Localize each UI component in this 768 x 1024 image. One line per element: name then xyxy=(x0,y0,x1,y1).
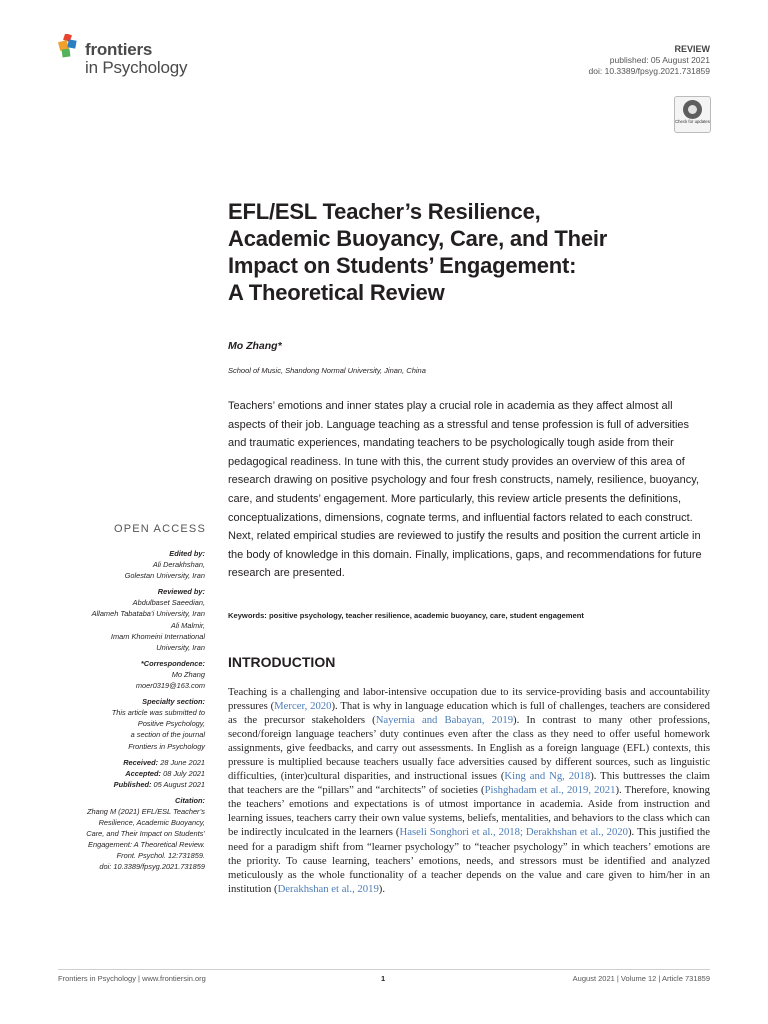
editor-line: Ali Derakhshan, xyxy=(152,560,205,570)
section-heading: INTRODUCTION xyxy=(228,654,336,670)
correspondence-label: *Correspondence: xyxy=(140,658,205,668)
citation-link[interactable]: King and Ng, 2018 xyxy=(504,770,591,783)
correspondence-name: Mo Zhang xyxy=(171,669,205,679)
article-title xyxy=(228,198,728,306)
correspondence-email[interactable]: moer0319@163.com xyxy=(135,681,205,691)
update-icon xyxy=(683,100,702,119)
specialty-line: This article was submitted to xyxy=(111,708,205,718)
paragraph-text: ). xyxy=(378,882,386,895)
accepted-value: 08 July 2021 xyxy=(163,768,205,778)
article-meta-header xyxy=(589,44,710,77)
edited-by-label: Edited by: xyxy=(169,549,205,558)
editor-line: Golestan University, Iran xyxy=(124,571,205,581)
citation-link[interactable]: Derakhshan et al., 2019 xyxy=(277,882,379,895)
reviewer-line: University, Iran xyxy=(156,642,205,652)
published-date-sidebar xyxy=(45,779,205,790)
frontiers-logo-icon xyxy=(58,34,84,60)
citation-line: Front. Psychol. 12:731859. xyxy=(116,851,205,861)
citation-link[interactable]: Haseli Songhori et al., 2018; Derakhshan et al., 2020 xyxy=(399,826,628,839)
article-info-sidebar xyxy=(45,548,205,878)
published-label: Published: xyxy=(113,779,152,789)
specialty-section xyxy=(45,696,205,751)
affiliation: School of Music, Shandong Normal University, Jinan, China xyxy=(228,366,426,375)
paragraph-text: ). Therefore, knowing the teachers’ emotions and expectations is of utmost importance in academia. Aside from instruction and learning issues, teachers carry their own value systems, beliefs, mentalities, and behaviors to the class which can be indirectly inculcated in the learners ( xyxy=(228,784,710,839)
footer-journal[interactable]: Frontiers in Psychology | www.frontiersin.org xyxy=(58,974,206,983)
citation-link[interactable]: Nayernia and Babayan, 2019 xyxy=(375,714,514,727)
citation-doi[interactable]: doi: 10.3389/fpsyg.2021.731859 xyxy=(99,862,205,872)
specialty-line: Positive Psychology, xyxy=(137,719,205,729)
published-date: published: 05 August 2021 xyxy=(609,55,710,65)
specialty-line: a section of the journal xyxy=(130,730,205,740)
specialty-line: Frontiers in Psychology xyxy=(128,741,205,751)
paragraph-text: ). That is why in language education which is full of challenges, teachers are considered as the precursor stakeholders ( xyxy=(228,700,710,727)
footer-divider xyxy=(58,969,710,970)
brand-name: frontiers xyxy=(85,40,153,59)
check-for-updates-badge[interactable] xyxy=(674,96,711,133)
reviewer-line: Abdulbaset Saeedian, xyxy=(132,598,205,608)
footer-issue: August 2021 | Volume 12 | Article 731859 xyxy=(572,974,710,983)
author-name[interactable]: Mo Zhang* xyxy=(228,340,282,352)
abstract: Teachers’ emotions and inner states play a crucial role in academia as they affect almost all aspects of their job. Language teaching as a stressful and tense profession is full of adversities and traumatic experiences, mandating teachers to be psychologically tough aside from their pedagogical readiness. In tune with this, the current study provides an overview of this area of research drawing on positive psychology and four fresh constructs, namely, resilience, buoyancy, care, and students’ engagement. More particularly, this review article presents the definitions, conceptualizations, dimensions, cognate terms, and influential factors related to each construct. Next, related empirical studies are reviewed to justify the results and position the current article in the body of knowledge in this domain. Finally, implications, gaps, and recommendations for future research are presented. xyxy=(228,400,702,580)
citation-line: Engagement: A Theoretical Review. xyxy=(88,840,205,850)
check-updates-label: Check for updates xyxy=(675,119,710,124)
citation-line: Resilience, Academic Buoyancy, xyxy=(98,818,205,828)
title-line: Impact on Students’ Engagement: xyxy=(228,253,577,278)
paragraph-text: ). This justified the need for a paradigm shift from “learner psychology” to “teacher psychology” in which teachers’ emotions are the priority. To cause learning, teachers’ emotions, needs, and stressors must be identified and analyzed meticulously as the whole functionality of a teacher depends on the value and care given to him/her in an institution ( xyxy=(228,826,710,895)
paragraph-text: ). This buttresses the claim that teachers are the “pillars” and “architects” of societies ( xyxy=(228,770,710,797)
specialty-label: Specialty section: xyxy=(142,697,205,707)
keywords xyxy=(228,611,710,620)
article-type: REVIEW xyxy=(674,44,710,54)
citation-line: Zhang M (2021) EFL/ESL Teacher’s xyxy=(86,806,205,816)
keywords-list: positive psychology, teacher resilience, academic buoyancy, care, student engagement xyxy=(268,611,584,620)
title-line: Academic Buoyancy, Care, and Their xyxy=(228,226,608,251)
paragraph-text: ). In contrast to many other professions, second/foreign language teachers’ duty continues even after the class as they need to offer useful homework assignments, give feedbacks, and carry out assessments. In English as a foreign language (EFL) contexts, this pressure is multiplied because teachers usually face adversities caused by different sources, such as linguistic difficulties, (inter)cultural disparities, and instructional issues ( xyxy=(228,714,710,783)
reviewer-line: Imam Khomeini International xyxy=(110,631,205,641)
correspondence xyxy=(45,658,205,691)
accepted-label: Accepted: xyxy=(125,768,162,778)
published-value: 05 August 2021 xyxy=(153,779,205,789)
article-doi[interactable]: doi: 10.3389/fpsyg.2021.731859 xyxy=(588,66,710,76)
journal-name: in Psychology xyxy=(85,58,188,77)
citation-link[interactable]: Mercer, 2020 xyxy=(274,700,332,713)
journal-logo[interactable] xyxy=(58,34,208,80)
keywords-label: Keywords: xyxy=(228,611,267,620)
open-access-label: OPEN ACCESS xyxy=(113,523,206,535)
dates xyxy=(45,757,205,790)
reviewed-by xyxy=(45,586,205,653)
citation-link[interactable]: Pishghadam et al., 2019, 2021 xyxy=(484,784,616,797)
received-label: Received: xyxy=(123,757,159,767)
reviewed-by-label: Reviewed by: xyxy=(157,587,205,597)
page-number: 1 xyxy=(381,974,386,983)
citation-line: Care, and Their Impact on Students’ xyxy=(86,829,205,839)
reviewer-line: Allameh Tabataba’i University, Iran xyxy=(91,609,205,619)
reviewer-line: Ali Malmir, xyxy=(170,620,205,630)
paragraph-text: Teaching is a challenging and labor-intensive occupation due to its service-providing basis and accountability pressures ( xyxy=(228,686,710,713)
edited-by xyxy=(45,548,205,581)
received-date xyxy=(45,757,205,768)
citation-label: Citation: xyxy=(175,795,205,805)
received-value: 28 June 2021 xyxy=(160,757,205,767)
title-line: EFL/ESL Teacher’s Resilience, xyxy=(228,199,541,224)
introduction-paragraph xyxy=(228,685,710,896)
citation xyxy=(45,795,205,873)
title-line: A Theoretical Review xyxy=(228,280,445,305)
accepted-date xyxy=(45,768,205,779)
